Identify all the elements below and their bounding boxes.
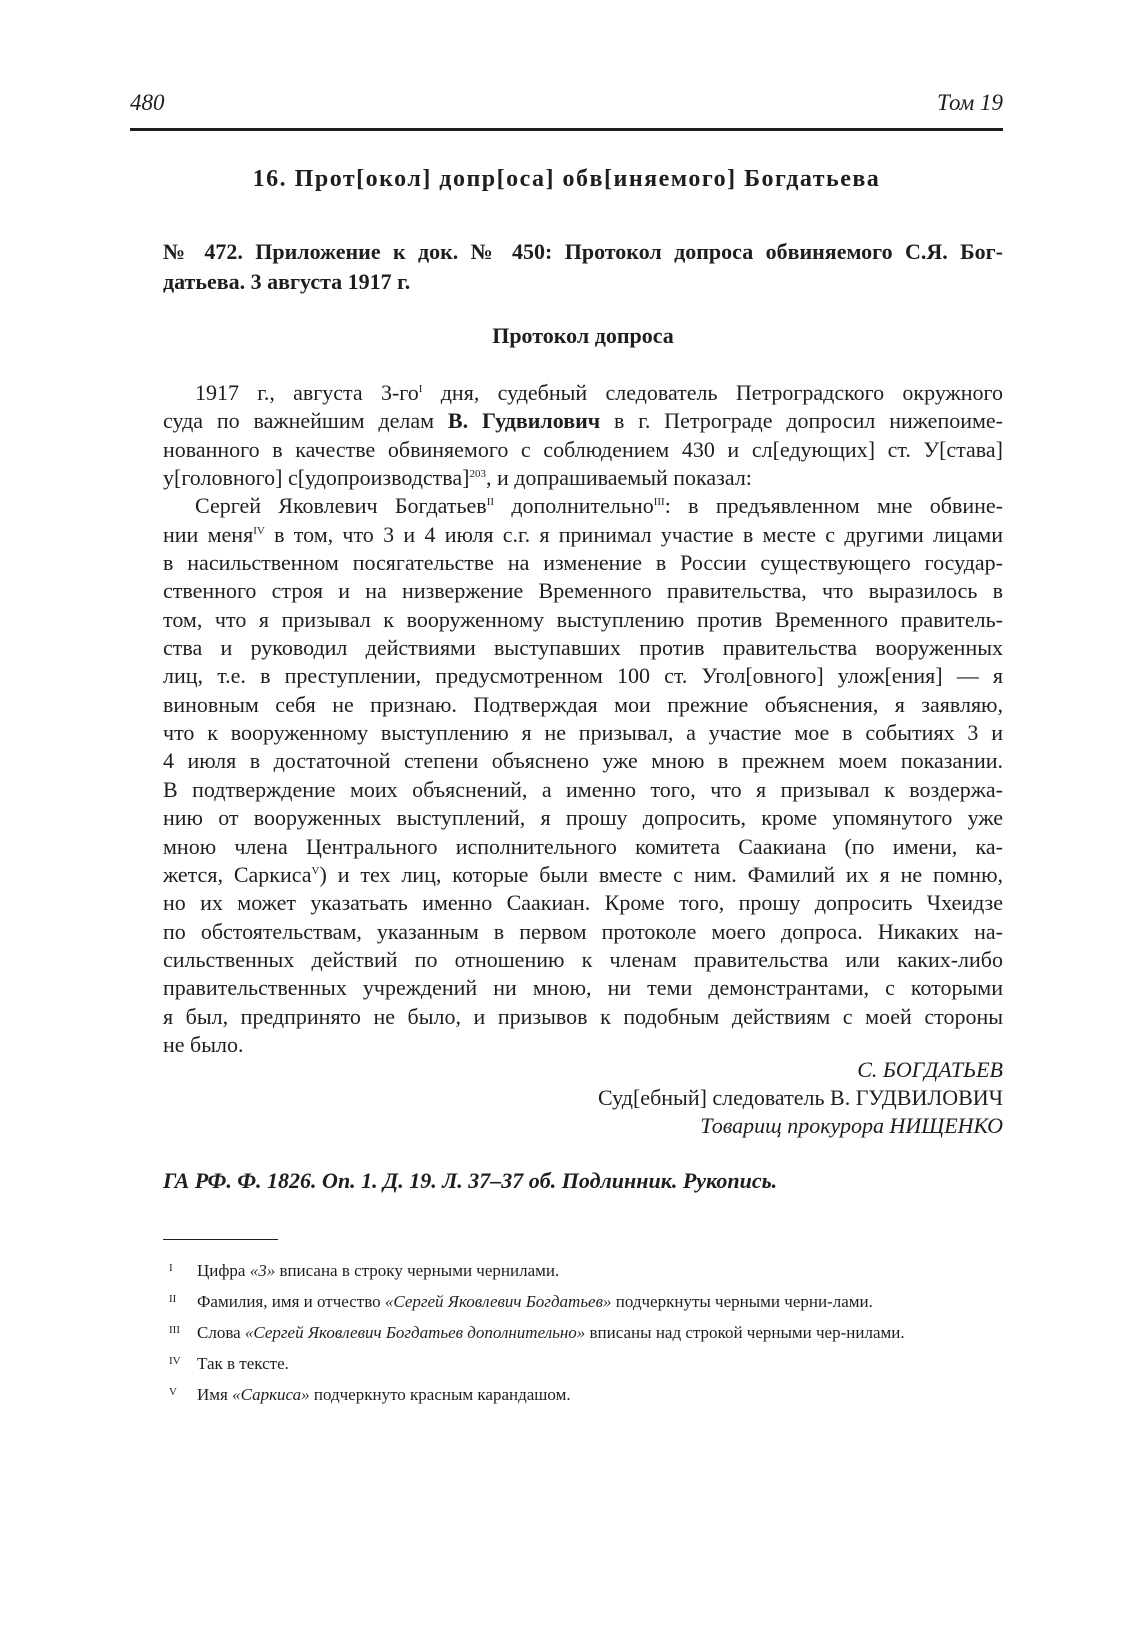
- footnote-rule: [163, 1239, 278, 1240]
- footnote-text: [197, 1323, 905, 1342]
- body-line: [163, 436, 1003, 464]
- footnote: [163, 1348, 1003, 1377]
- body-line: [163, 861, 1003, 889]
- text-segment: Слова: [197, 1323, 245, 1342]
- text-segment: не было.: [163, 1031, 244, 1057]
- text-segment: мною члена Центрального исполнительного комитета Саакиана (по имени, ка-: [163, 833, 1003, 859]
- quoted-text: «3»: [249, 1261, 276, 1280]
- text-segment: подчеркнуты черными черни-лами.: [611, 1292, 873, 1311]
- text-segment: ства и руководил действиями выступавших против правительства вооруженных: [163, 635, 1003, 661]
- page-number: 480: [130, 90, 165, 115]
- body-line: [163, 492, 1003, 520]
- body-line: [163, 662, 1003, 690]
- signature-accused: С. БОГДАТЬЕВ: [857, 1057, 1003, 1082]
- body-line: [163, 549, 1003, 577]
- document-heading-line: датьева. 3 августа 1917 г.: [163, 269, 411, 294]
- text-segment: сильственных действий по отношению к членам правительства или каких-либо: [163, 946, 1003, 972]
- footnote: [163, 1317, 1003, 1346]
- text-segment: нованного в качестве обвиняемого с соблюдением 430 и сл[едующих] ст. У[става]: [163, 436, 1003, 462]
- text-segment: 4 июля в достаточной степени объяснено уже мною в прежнем моем показании.: [163, 748, 1003, 774]
- body-line: [163, 889, 1003, 917]
- footnote-mark: V: [169, 1386, 177, 1398]
- text-segment: Имя: [197, 1385, 233, 1404]
- signature-prosecutor: Товарищ прокурора НИЩЕНКО: [700, 1113, 1003, 1138]
- text-segment: 1917 г., августа 3-го: [195, 380, 419, 405]
- footnote-ref: II: [486, 496, 495, 509]
- footnote-text: [197, 1385, 571, 1404]
- text-segment: Фамилия, имя и отчество: [197, 1292, 385, 1311]
- body-line: [163, 833, 1003, 861]
- body-line: [163, 918, 1003, 946]
- body-line: [163, 719, 1003, 747]
- body-line: [163, 1031, 1003, 1059]
- text-segment: том, что я призывал к вооруженному выступлению против Временного правитель-: [163, 606, 1003, 632]
- body-line: [163, 804, 1003, 832]
- archive-reference: ГА РФ. Ф. 1826. Оп. 1. Д. 19. Л. 37–37 об. Подлинник. Рукопись.: [163, 1168, 778, 1193]
- body-line: [163, 691, 1003, 719]
- body-line: [163, 634, 1003, 662]
- text-segment: Так в тексте.: [197, 1354, 289, 1373]
- text-segment: я был, предпринято не было, и призывов к подобным действиям с моей стороны: [163, 1003, 1003, 1029]
- text-segment: дня, судебный следователь Петроградского окружного: [422, 380, 1003, 405]
- header-rule: [130, 128, 1003, 131]
- text-segment: нию от вооруженных выступлений, я прошу допросить, кроме упомянутого уже: [163, 805, 1003, 831]
- footnote-mark: I: [169, 1262, 173, 1274]
- body-line: [163, 407, 1003, 435]
- text-segment: по обстоятельствам, указанным в первом протоколе моего допроса. Никаких на-: [163, 918, 1003, 944]
- footnote-text: [197, 1261, 559, 1280]
- footnote-ref: I: [418, 383, 423, 395]
- text-segment: но их может указатьать именно Саакиан. Кроме того, прошу допросить Чхеидзе: [163, 890, 1003, 916]
- footnote: [163, 1379, 1003, 1408]
- text-segment: дополнительно: [494, 493, 654, 519]
- text-segment: лиц, т.е. в преступлении, предусмотренном 100 ст. Угол[овного] улож[ения] — я: [163, 663, 1003, 689]
- quoted-text: «Саркиса»: [232, 1385, 310, 1404]
- text-segment: В подтверждение моих объяснений, а именно того, что я призывал к воздержа-: [163, 776, 1003, 802]
- text-segment: вписаны над строкой черными чер-нилами.: [585, 1323, 905, 1342]
- section-title: 16. Прот[окол] допр[оса] обв[иняемого] Богдатьева: [252, 166, 881, 192]
- text-segment: ственного строя и на низвержение Временного правительства, что выразилось в: [163, 578, 1003, 604]
- body-line: [163, 747, 1003, 775]
- text-segment: вписана в строку черными чернилами.: [275, 1261, 560, 1280]
- body-line: [163, 1003, 1003, 1031]
- text-segment: жется, Саркиса: [163, 861, 312, 887]
- document-heading: [163, 237, 1003, 297]
- protocol-body: [163, 379, 1003, 1059]
- text-segment: в г. Петрограде допросил нижепоиме-: [600, 408, 1004, 434]
- text-segment: правительственных учреждений ни мною, ни теми демонстрантами, с которыми: [163, 975, 1003, 1001]
- text-segment: Цифра: [197, 1261, 250, 1280]
- volume-label: Том 19: [936, 90, 1003, 115]
- footnote: [163, 1255, 1003, 1284]
- footnote: [163, 1286, 1003, 1315]
- footnote-ref: IV: [253, 524, 265, 537]
- footnote-mark: II: [169, 1293, 177, 1305]
- investigator-name: В. Гудвилович: [447, 408, 601, 434]
- body-line: [163, 974, 1003, 1002]
- text-segment: в насильственном посягательстве на изменение в России существующего государ-: [163, 550, 1003, 576]
- text-segment: ) и тех лиц, которые были вместе с ним. Фамилий их я не помню,: [319, 861, 1004, 887]
- text-segment: виновным себя не признаю. Подтверждая мои прежние объяснения, я заявляю,: [163, 691, 1003, 717]
- text-segment: у[головного] с[удопроизводства]: [163, 465, 470, 491]
- body-line: [163, 379, 1003, 407]
- footnote-mark: IV: [169, 1355, 181, 1367]
- quoted-text: «Сергей Яковлевич Богдатьев»: [384, 1292, 612, 1311]
- footnote-ref: V: [311, 864, 320, 877]
- body-line: [163, 946, 1003, 974]
- footnote-ref: III: [653, 496, 665, 509]
- footnote-mark: III: [169, 1324, 180, 1336]
- body-line: [163, 577, 1003, 605]
- text-segment: в том, что 3 и 4 июля с.г. я принимал участие в месте с другими лицами: [264, 521, 1003, 547]
- text-segment: Сергей Яковлевич Богдатьев: [195, 493, 487, 519]
- text-segment: суда по важнейшим делам: [163, 408, 448, 434]
- footnote-text: [197, 1292, 873, 1311]
- text-segment: подчеркнуто красным карандашом.: [309, 1385, 571, 1404]
- footnote-ref: 203: [469, 468, 486, 481]
- text-segment: нии меня: [163, 521, 254, 547]
- footnotes: [163, 1255, 1003, 1410]
- protocol-subtitle: Протокол допроса: [492, 323, 674, 348]
- footnote-text: [197, 1354, 289, 1373]
- body-line: [163, 776, 1003, 804]
- signature-investigator: Суд[ебный] следователь В. ГУДВИЛОВИЧ: [598, 1085, 1003, 1110]
- text-segment: , и допрашиваемый показал:: [485, 465, 752, 491]
- quoted-text: «Сергей Яковлевич Богдатьев дополнительно»: [244, 1323, 586, 1342]
- document-heading-line: № 472. Приложение к док. № 450: Протокол допроса обвиняемого С.Я. Бог-: [163, 239, 1003, 264]
- body-line: [163, 521, 1003, 549]
- body-line: [163, 606, 1003, 634]
- signatures: [598, 1056, 1003, 1140]
- text-segment: : в предъявленном мне обвине-: [664, 493, 1003, 519]
- text-segment: что к вооруженному выступлению я не призывал, а участие мое в событиях 3 и: [163, 720, 1003, 746]
- body-line: [163, 464, 1003, 492]
